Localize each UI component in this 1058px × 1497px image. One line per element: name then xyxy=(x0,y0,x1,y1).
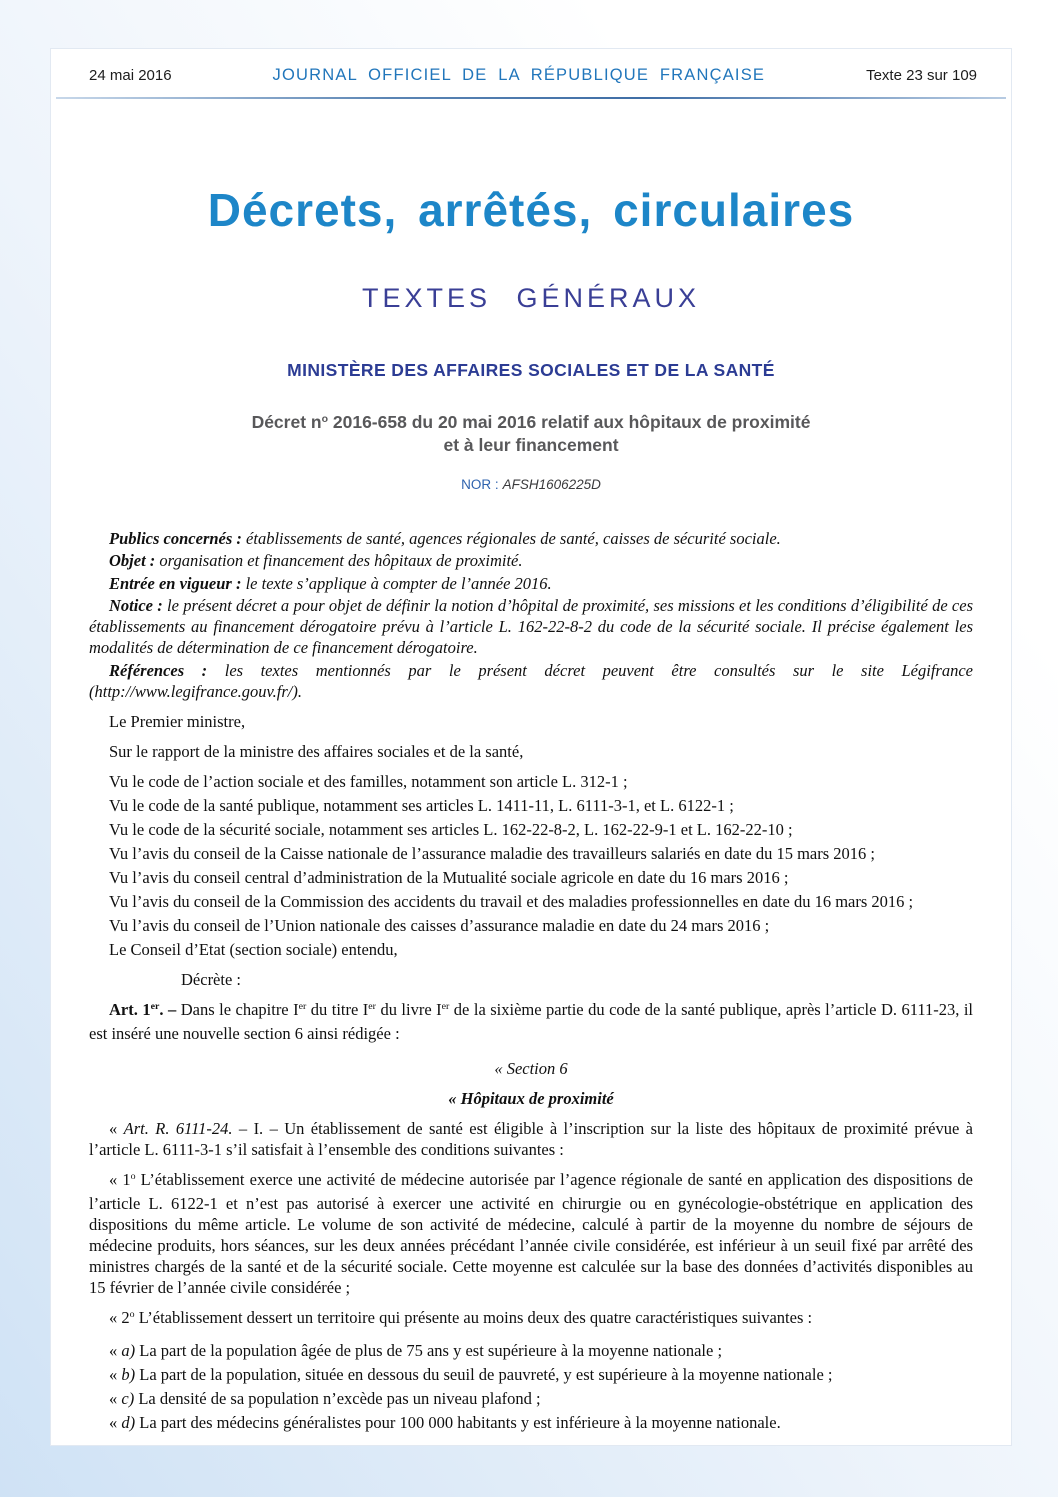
paragraph-critere-b: « b) La part de la population, située en dessous du seuil de pauvreté, y est supérieure à la moyenne nationale ; xyxy=(109,1364,833,1384)
lead-entree-en-vigueur: Entrée en vigueur : le texte s’applique à compter de l’année 2016. xyxy=(109,573,552,593)
paragraph-condition-2: « 2$^o$ L’établissement dessert un territoire qui présente au moins deux des quatre caractéristiques suivantes : xyxy=(109,1307,813,1327)
paragraph-vu-1: Vu le code de l’action sociale et des familles, notamment son article L. 312-1 ; xyxy=(109,771,628,791)
nor-label: NOR : xyxy=(461,476,499,492)
page-header xyxy=(51,49,1011,95)
document-body xyxy=(89,528,973,1433)
paragraph-vu-3: Vu le code de la sécurité sociale, notamment ses articles L. 162-22-8-2, L. 162-22-9-1 et L. 162-22-10 ; xyxy=(109,819,793,839)
main-title: Décrets, arrêtés, circulaires xyxy=(207,184,855,236)
paragraph-critere-a: « a) La part de la population âgée de plus de 75 ans y est supérieure à la moyenne nationale ; xyxy=(109,1340,723,1360)
paragraph-critere-d: « d) La part des médecins généralistes pour 100 000 habitants y est inférieure à la moyenne nationale. xyxy=(109,1412,781,1432)
header-texte-ref: Texte 23 sur 109 xyxy=(866,67,977,84)
paragraph-vu-5: Vu l’avis du conseil central d’administration de la Mutualité sociale agricole en date du 16 mars 2016 ; xyxy=(109,867,789,887)
paragraph-vu-2: Vu le code de la santé publique, notamment ses articles L. 1411-11, L. 6111-3-1, et L. 6122-1 ; xyxy=(109,795,734,815)
lead-notice: Notice : le présent décret a pour objet de définir la notion d’hôpital de proximité, ses missions et les conditions d’éligibilité de ces établissements au financement dérogatoire prévu à l’article L. 162-22-8-2 du code de la sécurité sociale. Il précise également les modalités de détermination de ce financement dérogatoire. xyxy=(89,596,973,657)
section-title: TEXTES GÉNÉRAUX xyxy=(361,283,701,313)
ministry-title: MINISTÈRE DES AFFAIRES SOCIALES ET DE LA SANTÉ xyxy=(287,360,775,380)
paragraph-article-1: Art. 1er. – Dans le chapitre Ier du titre Ier du livre Ier de la sixième partie du code de la santé publique, après l’article D. 6111-23, il est inséré une nouvelle section 6 ainsi rédigée : xyxy=(89,999,974,1043)
header-date: 24 mai 2016 xyxy=(89,67,172,84)
paragraph-conseil-etat: Le Conseil d’Etat (section sociale) entendu, xyxy=(109,939,398,959)
header-journal-title: JOURNAL OFFICIEL DE LA RÉPUBLIQUE FRANÇAISE xyxy=(272,66,766,84)
paragraph-premier-ministre: Le Premier ministre, xyxy=(109,711,246,731)
journal-page-card xyxy=(50,48,1012,1446)
decree-title-line1: Décret $n^o$ 2016-658 du 20 mai 2016 relatif aux hôpitaux de proximité xyxy=(251,412,811,432)
paragraph-condition-1: « 1$^o$ L’établissement exerce une activité de médecine autorisée par l’agence régionale de santé en application des dispositions de l’article L. 6122-1 et n’est pas autorisé à exercer une activité en chirurgie ou en gynécologie-obstétrique en application des dispositions du même article. Le volume de son activité de médecine, calculé à partir de la moyenne du nombre de séjours de médecine produits, hors séances, sur les deux années précédant l’année civile considérée, est inférieur à un seuil fixé par arrêté des ministres chargés de la santé et de la sécurité sociale. Cette moyenne est calculée sur la base des données d’activités disponibles au 15 février de l’année civile considérée ; xyxy=(89,1169,973,1297)
paragraph-rapport: Sur le rapport de la ministre des affaires sociales et de la santé, xyxy=(109,741,524,761)
header-rule-divider xyxy=(56,97,1006,99)
lead-publics: Publics concernés : établissements de santé, agences régionales de santé, caisses de sécurité sociale. xyxy=(109,528,781,548)
heading-hopitaux-de-proximite: « Hôpitaux de proximité xyxy=(448,1088,614,1108)
paragraph-critere-c: « c) La densité de sa population n’excède pas un niveau plafond ; xyxy=(109,1388,541,1408)
decree-title-line2: et à leur financement xyxy=(443,434,619,455)
paragraph-vu-6: Vu l’avis du conseil de la Commission des accidents du travail et des maladies professionnelles en date du 16 mars 2016 ; xyxy=(109,891,914,911)
paragraph-vu-7: Vu l’avis du conseil de l’Union nationale des caisses d’assurance maladie en date du 24 mars 2016 ; xyxy=(109,915,770,935)
paragraph-decrete: Décrète : xyxy=(181,969,241,989)
nor-value: AFSH1606225D xyxy=(502,476,601,492)
nor-line xyxy=(51,477,1011,492)
heading-section-6: « Section 6 xyxy=(494,1058,568,1078)
paragraph-vu-4: Vu l’avis du conseil de la Caisse nationale de l’assurance maladie des travailleurs salariés en date du 15 mars 2016 ; xyxy=(109,843,876,863)
lead-objet: Objet : organisation et financement des hôpitaux de proximité. xyxy=(109,551,523,570)
paragraph-art-r-6111-24: « Art. R. 6111-24. – I. – Un établissement de santé est éligible à l’inscription sur la liste des hôpitaux de proximité prévue à l’article L. 6111-3-1 s’il satisfait à l’ensemble des conditions suivantes : xyxy=(89,1118,973,1159)
decree-title xyxy=(51,411,1011,457)
lead-references: Références : les textes mentionnés par le présent décret peuvent être consultés sur le site Légifrance (http://www.legifrance.gouv.fr/). xyxy=(89,660,973,701)
